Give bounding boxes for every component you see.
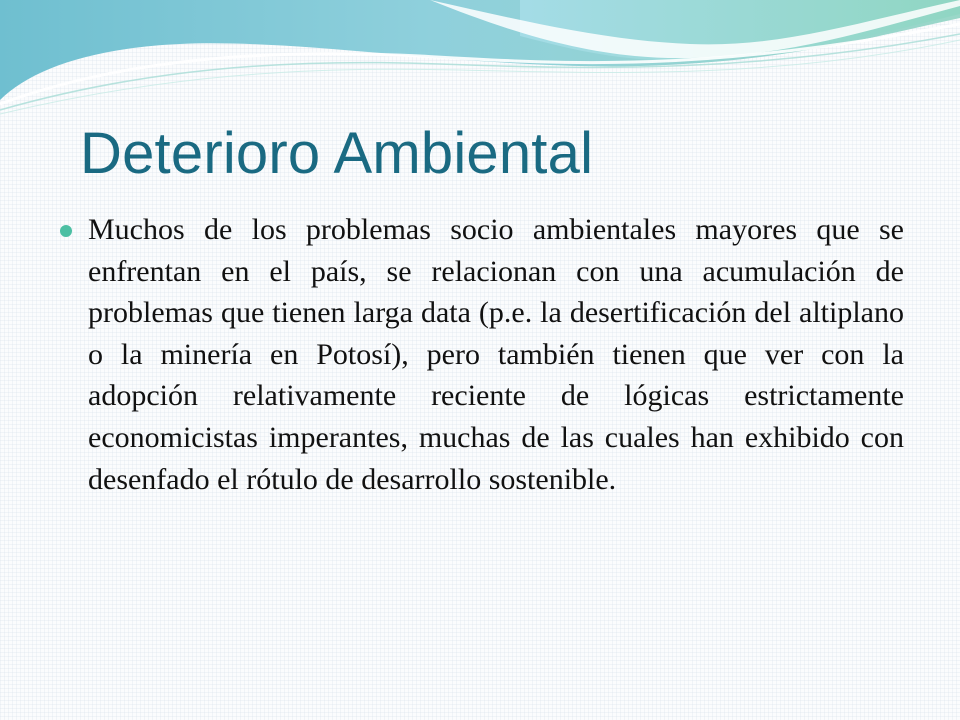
slide-title: Deterioro Ambiental	[80, 121, 594, 186]
bullet-list	[60, 209, 904, 500]
bullet-item	[60, 209, 904, 500]
bullet-text: Muchos de los problemas socio ambientales mayores que se enfrentan en el país, se relacionan con una acumulación de problemas que tienen larga data (p.e. la desertificación del altiplano o la minería en Potosí), pero también tienen que ver con la adopción relativamente reciente de lógicas estrictamente economicistas imperantes, muchas de las cuales han exhibido con desenfado el rótulo de desarrollo sostenible.	[88, 213, 904, 496]
header-wave-decoration	[0, 0, 960, 120]
bullet-dot-icon	[60, 225, 72, 237]
